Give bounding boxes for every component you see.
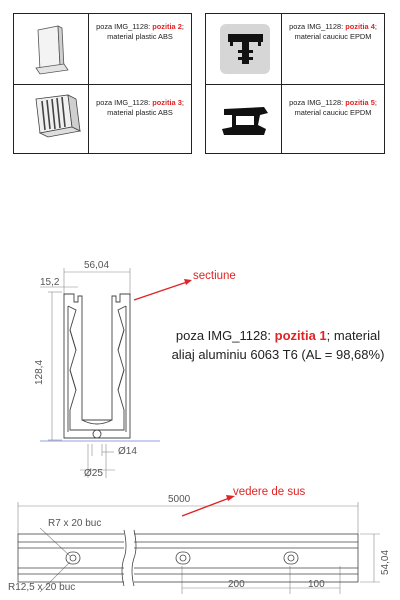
part-material: material cauciuc EPDM [294, 108, 372, 117]
dim-lip: 15,2 [40, 277, 60, 288]
dim-radius: R12,5 x 20 buc [8, 582, 76, 593]
dim-hole-big: Ø25 [84, 468, 103, 479]
dim-length: 5000 [168, 494, 191, 505]
part-position: pozitia 2 [152, 22, 182, 31]
dim-pitch: 200 [228, 579, 245, 590]
part-position: pozitia 5 [345, 98, 375, 107]
part-ref: poza IMG_1128: [289, 22, 346, 31]
part-ref: poza IMG_1128: [289, 98, 346, 107]
part-material: material plastic ABS [107, 32, 173, 41]
part-position: pozitia 3 [152, 98, 182, 107]
dim-slot: R7 x 20 buc [48, 518, 102, 529]
part-ref: poza IMG_1128: [96, 98, 153, 107]
part-position: pozitia 4 [345, 22, 375, 31]
part-material: material plastic ABS [107, 108, 173, 117]
part-ref: poza IMG_1128: [96, 22, 153, 31]
dim-hole-small: Ø14 [118, 446, 137, 457]
part-cell-pozitia-4-text: poza IMG_1128: pozitia 4; material cauciuc EPDM [281, 13, 385, 85]
top-view-label: vedere de sus [233, 486, 306, 498]
part-cell-pozitia-2-text: poza IMG_1128: pozitia 2; material plastic ABS [88, 13, 192, 85]
part-cell-pozitia-3-text: poza IMG_1128: pozitia 3; material plastic ABS [88, 84, 192, 154]
dim-end: 100 [308, 579, 325, 590]
dim-top-height: 54,04 [380, 549, 391, 575]
dim-height: 128,4 [34, 359, 45, 385]
part-cell-pozitia-5-text: poza IMG_1128: pozitia 5; material cauciuc EPDM [281, 84, 385, 154]
section-caption: poza IMG_1128: pozitia 1; material aliaj aluminiu 6063 T6 (AL = 98,68%) [171, 328, 385, 362]
dim-width: 56,04 [84, 260, 110, 271]
section-label: sectiune [193, 270, 236, 282]
part-material: material cauciuc EPDM [294, 32, 372, 41]
